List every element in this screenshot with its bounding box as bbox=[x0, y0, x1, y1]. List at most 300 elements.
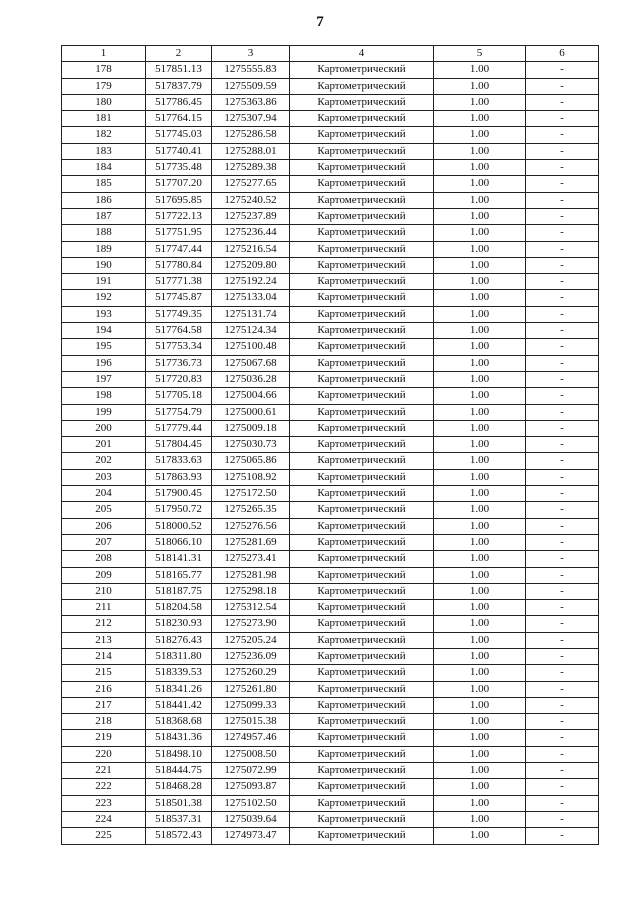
accuracy-cell: 1.00 bbox=[434, 828, 526, 844]
point-number-cell: 205 bbox=[62, 502, 146, 518]
x-coordinate-cell: 517950.72 bbox=[146, 502, 212, 518]
table-row bbox=[62, 632, 599, 648]
point-number-cell: 222 bbox=[62, 779, 146, 795]
x-coordinate-cell: 517753.34 bbox=[146, 339, 212, 355]
method-cell: Картометрический bbox=[290, 355, 434, 371]
note-cell: - bbox=[526, 111, 599, 127]
point-number-cell: 190 bbox=[62, 257, 146, 273]
y-coordinate-cell: 1275276.56 bbox=[212, 518, 290, 534]
note-cell: - bbox=[526, 388, 599, 404]
table-row bbox=[62, 143, 599, 159]
x-coordinate-cell: 517749.35 bbox=[146, 306, 212, 322]
accuracy-cell: 1.00 bbox=[434, 241, 526, 257]
x-coordinate-cell: 517736.73 bbox=[146, 355, 212, 371]
note-cell: - bbox=[526, 306, 599, 322]
point-number-cell: 188 bbox=[62, 225, 146, 241]
y-coordinate-cell: 1275036.28 bbox=[212, 371, 290, 387]
method-cell: Картометрический bbox=[290, 160, 434, 176]
y-coordinate-cell: 1275102.50 bbox=[212, 795, 290, 811]
accuracy-cell: 1.00 bbox=[434, 665, 526, 681]
accuracy-cell: 1.00 bbox=[434, 697, 526, 713]
point-number-cell: 194 bbox=[62, 323, 146, 339]
method-cell: Картометрический bbox=[290, 534, 434, 550]
point-number-cell: 199 bbox=[62, 404, 146, 420]
point-number-cell: 212 bbox=[62, 616, 146, 632]
accuracy-cell: 1.00 bbox=[434, 453, 526, 469]
note-cell: - bbox=[526, 616, 599, 632]
x-coordinate-cell: 518468.28 bbox=[146, 779, 212, 795]
x-coordinate-cell: 517735.48 bbox=[146, 160, 212, 176]
point-number-cell: 215 bbox=[62, 665, 146, 681]
x-coordinate-cell: 518066.10 bbox=[146, 534, 212, 550]
accuracy-cell: 1.00 bbox=[434, 388, 526, 404]
point-number-cell: 207 bbox=[62, 534, 146, 550]
x-coordinate-cell: 518000.52 bbox=[146, 518, 212, 534]
note-cell: - bbox=[526, 420, 599, 436]
table-row bbox=[62, 371, 599, 387]
x-coordinate-cell: 518498.10 bbox=[146, 746, 212, 762]
accuracy-cell: 1.00 bbox=[434, 469, 526, 485]
point-number-cell: 189 bbox=[62, 241, 146, 257]
table-row bbox=[62, 730, 599, 746]
y-coordinate-cell: 1275363.86 bbox=[212, 94, 290, 110]
note-cell: - bbox=[526, 339, 599, 355]
column-header: 4 bbox=[290, 46, 434, 62]
x-coordinate-cell: 517754.79 bbox=[146, 404, 212, 420]
accuracy-cell: 1.00 bbox=[434, 551, 526, 567]
point-number-cell: 220 bbox=[62, 746, 146, 762]
method-cell: Картометрический bbox=[290, 62, 434, 78]
point-number-cell: 195 bbox=[62, 339, 146, 355]
table-row bbox=[62, 388, 599, 404]
note-cell: - bbox=[526, 551, 599, 567]
note-cell: - bbox=[526, 274, 599, 290]
y-coordinate-cell: 1275004.66 bbox=[212, 388, 290, 404]
x-coordinate-cell: 517705.18 bbox=[146, 388, 212, 404]
table-row bbox=[62, 453, 599, 469]
y-coordinate-cell: 1275236.09 bbox=[212, 648, 290, 664]
table-row bbox=[62, 208, 599, 224]
y-coordinate-cell: 1274957.46 bbox=[212, 730, 290, 746]
point-number-cell: 224 bbox=[62, 811, 146, 827]
table-row bbox=[62, 746, 599, 762]
table-row bbox=[62, 697, 599, 713]
note-cell: - bbox=[526, 257, 599, 273]
note-cell: - bbox=[526, 192, 599, 208]
table-row bbox=[62, 111, 599, 127]
accuracy-cell: 1.00 bbox=[434, 746, 526, 762]
x-coordinate-cell: 518537.31 bbox=[146, 811, 212, 827]
accuracy-cell: 1.00 bbox=[434, 420, 526, 436]
table-row bbox=[62, 616, 599, 632]
method-cell: Картометрический bbox=[290, 306, 434, 322]
table-row bbox=[62, 192, 599, 208]
accuracy-cell: 1.00 bbox=[434, 518, 526, 534]
accuracy-cell: 1.00 bbox=[434, 648, 526, 664]
note-cell: - bbox=[526, 763, 599, 779]
table-row bbox=[62, 518, 599, 534]
table-row bbox=[62, 290, 599, 306]
x-coordinate-cell: 518341.26 bbox=[146, 681, 212, 697]
method-cell: Картометрический bbox=[290, 290, 434, 306]
x-coordinate-cell: 518368.68 bbox=[146, 714, 212, 730]
point-number-cell: 193 bbox=[62, 306, 146, 322]
accuracy-cell: 1.00 bbox=[434, 502, 526, 518]
accuracy-cell: 1.00 bbox=[434, 78, 526, 94]
accuracy-cell: 1.00 bbox=[434, 339, 526, 355]
point-number-cell: 198 bbox=[62, 388, 146, 404]
y-coordinate-cell: 1275015.38 bbox=[212, 714, 290, 730]
y-coordinate-cell: 1275108.92 bbox=[212, 469, 290, 485]
y-coordinate-cell: 1275072.99 bbox=[212, 763, 290, 779]
point-number-cell: 216 bbox=[62, 681, 146, 697]
point-number-cell: 179 bbox=[62, 78, 146, 94]
method-cell: Картометрический bbox=[290, 323, 434, 339]
point-number-cell: 221 bbox=[62, 763, 146, 779]
note-cell: - bbox=[526, 714, 599, 730]
table-row bbox=[62, 469, 599, 485]
table-row bbox=[62, 665, 599, 681]
table-row bbox=[62, 127, 599, 143]
method-cell: Картометрический bbox=[290, 420, 434, 436]
x-coordinate-cell: 517745.03 bbox=[146, 127, 212, 143]
y-coordinate-cell: 1275009.18 bbox=[212, 420, 290, 436]
accuracy-cell: 1.00 bbox=[434, 714, 526, 730]
method-cell: Картометрический bbox=[290, 665, 434, 681]
x-coordinate-cell: 517747.44 bbox=[146, 241, 212, 257]
table-row bbox=[62, 355, 599, 371]
y-coordinate-cell: 1275008.50 bbox=[212, 746, 290, 762]
accuracy-cell: 1.00 bbox=[434, 600, 526, 616]
y-coordinate-cell: 1275236.44 bbox=[212, 225, 290, 241]
accuracy-cell: 1.00 bbox=[434, 143, 526, 159]
point-number-cell: 203 bbox=[62, 469, 146, 485]
x-coordinate-cell: 517863.93 bbox=[146, 469, 212, 485]
note-cell: - bbox=[526, 600, 599, 616]
table-row bbox=[62, 583, 599, 599]
method-cell: Картометрический bbox=[290, 176, 434, 192]
x-coordinate-cell: 517779.44 bbox=[146, 420, 212, 436]
column-header: 3 bbox=[212, 46, 290, 62]
table-row bbox=[62, 502, 599, 518]
accuracy-cell: 1.00 bbox=[434, 257, 526, 273]
point-number-cell: 181 bbox=[62, 111, 146, 127]
point-number-cell: 186 bbox=[62, 192, 146, 208]
note-cell: - bbox=[526, 241, 599, 257]
accuracy-cell: 1.00 bbox=[434, 323, 526, 339]
method-cell: Картометрический bbox=[290, 811, 434, 827]
table-row bbox=[62, 811, 599, 827]
note-cell: - bbox=[526, 502, 599, 518]
table-row bbox=[62, 176, 599, 192]
point-number-cell: 208 bbox=[62, 551, 146, 567]
y-coordinate-cell: 1275273.90 bbox=[212, 616, 290, 632]
x-coordinate-cell: 518204.58 bbox=[146, 600, 212, 616]
method-cell: Картометрический bbox=[290, 632, 434, 648]
point-number-cell: 214 bbox=[62, 648, 146, 664]
method-cell: Картометрический bbox=[290, 779, 434, 795]
method-cell: Картометрический bbox=[290, 795, 434, 811]
x-coordinate-cell: 518187.75 bbox=[146, 583, 212, 599]
table-row bbox=[62, 795, 599, 811]
table-row bbox=[62, 306, 599, 322]
note-cell: - bbox=[526, 697, 599, 713]
method-cell: Картометрический bbox=[290, 437, 434, 453]
note-cell: - bbox=[526, 143, 599, 159]
method-cell: Картометрический bbox=[290, 111, 434, 127]
x-coordinate-cell: 517837.79 bbox=[146, 78, 212, 94]
point-number-cell: 218 bbox=[62, 714, 146, 730]
method-cell: Картометрический bbox=[290, 502, 434, 518]
x-coordinate-cell: 518165.77 bbox=[146, 567, 212, 583]
method-cell: Картометрический bbox=[290, 681, 434, 697]
accuracy-cell: 1.00 bbox=[434, 355, 526, 371]
method-cell: Картометрический bbox=[290, 730, 434, 746]
accuracy-cell: 1.00 bbox=[434, 127, 526, 143]
note-cell: - bbox=[526, 78, 599, 94]
point-number-cell: 183 bbox=[62, 143, 146, 159]
y-coordinate-cell: 1275286.58 bbox=[212, 127, 290, 143]
table-row bbox=[62, 600, 599, 616]
x-coordinate-cell: 518339.53 bbox=[146, 665, 212, 681]
x-coordinate-cell: 517707.20 bbox=[146, 176, 212, 192]
accuracy-cell: 1.00 bbox=[434, 94, 526, 110]
note-cell: - bbox=[526, 632, 599, 648]
method-cell: Картометрический bbox=[290, 453, 434, 469]
point-number-cell: 225 bbox=[62, 828, 146, 844]
method-cell: Картометрический bbox=[290, 746, 434, 762]
table-row bbox=[62, 534, 599, 550]
y-coordinate-cell: 1275000.61 bbox=[212, 404, 290, 420]
x-coordinate-cell: 517740.41 bbox=[146, 143, 212, 159]
note-cell: - bbox=[526, 127, 599, 143]
accuracy-cell: 1.00 bbox=[434, 371, 526, 387]
x-coordinate-cell: 518276.43 bbox=[146, 632, 212, 648]
accuracy-cell: 1.00 bbox=[434, 208, 526, 224]
y-coordinate-cell: 1275099.33 bbox=[212, 697, 290, 713]
note-cell: - bbox=[526, 779, 599, 795]
point-number-cell: 180 bbox=[62, 94, 146, 110]
page-number: 7 bbox=[316, 14, 324, 30]
note-cell: - bbox=[526, 828, 599, 844]
point-number-cell: 219 bbox=[62, 730, 146, 746]
note-cell: - bbox=[526, 371, 599, 387]
x-coordinate-cell: 517851.13 bbox=[146, 62, 212, 78]
note-cell: - bbox=[526, 62, 599, 78]
method-cell: Картометрический bbox=[290, 388, 434, 404]
note-cell: - bbox=[526, 225, 599, 241]
y-coordinate-cell: 1275133.04 bbox=[212, 290, 290, 306]
x-coordinate-cell: 517695.85 bbox=[146, 192, 212, 208]
method-cell: Картометрический bbox=[290, 339, 434, 355]
note-cell: - bbox=[526, 730, 599, 746]
point-number-cell: 191 bbox=[62, 274, 146, 290]
table-row bbox=[62, 551, 599, 567]
note-cell: - bbox=[526, 290, 599, 306]
x-coordinate-cell: 518572.43 bbox=[146, 828, 212, 844]
y-coordinate-cell: 1275273.41 bbox=[212, 551, 290, 567]
accuracy-cell: 1.00 bbox=[434, 534, 526, 550]
accuracy-cell: 1.00 bbox=[434, 486, 526, 502]
y-coordinate-cell: 1275555.83 bbox=[212, 62, 290, 78]
x-coordinate-cell: 517900.45 bbox=[146, 486, 212, 502]
y-coordinate-cell: 1275131.74 bbox=[212, 306, 290, 322]
coordinates-table bbox=[61, 45, 599, 845]
point-number-cell: 210 bbox=[62, 583, 146, 599]
table-row bbox=[62, 78, 599, 94]
method-cell: Картометрический bbox=[290, 94, 434, 110]
y-coordinate-cell: 1275093.87 bbox=[212, 779, 290, 795]
accuracy-cell: 1.00 bbox=[434, 176, 526, 192]
column-header: 2 bbox=[146, 46, 212, 62]
point-number-cell: 209 bbox=[62, 567, 146, 583]
note-cell: - bbox=[526, 648, 599, 664]
note-cell: - bbox=[526, 355, 599, 371]
method-cell: Картометрический bbox=[290, 192, 434, 208]
accuracy-cell: 1.00 bbox=[434, 567, 526, 583]
y-coordinate-cell: 1275124.34 bbox=[212, 323, 290, 339]
y-coordinate-cell: 1275265.35 bbox=[212, 502, 290, 518]
y-coordinate-cell: 1275277.65 bbox=[212, 176, 290, 192]
x-coordinate-cell: 517751.95 bbox=[146, 225, 212, 241]
y-coordinate-cell: 1275260.29 bbox=[212, 665, 290, 681]
y-coordinate-cell: 1275509.59 bbox=[212, 78, 290, 94]
note-cell: - bbox=[526, 811, 599, 827]
accuracy-cell: 1.00 bbox=[434, 583, 526, 599]
note-cell: - bbox=[526, 453, 599, 469]
accuracy-cell: 1.00 bbox=[434, 62, 526, 78]
y-coordinate-cell: 1275307.94 bbox=[212, 111, 290, 127]
method-cell: Картометрический bbox=[290, 78, 434, 94]
note-cell: - bbox=[526, 746, 599, 762]
point-number-cell: 206 bbox=[62, 518, 146, 534]
note-cell: - bbox=[526, 94, 599, 110]
point-number-cell: 197 bbox=[62, 371, 146, 387]
y-coordinate-cell: 1275067.68 bbox=[212, 355, 290, 371]
table-row bbox=[62, 323, 599, 339]
table-row bbox=[62, 160, 599, 176]
note-cell: - bbox=[526, 518, 599, 534]
x-coordinate-cell: 518230.93 bbox=[146, 616, 212, 632]
table-row bbox=[62, 339, 599, 355]
note-cell: - bbox=[526, 160, 599, 176]
point-number-cell: 223 bbox=[62, 795, 146, 811]
x-coordinate-cell: 518441.42 bbox=[146, 697, 212, 713]
y-coordinate-cell: 1275100.48 bbox=[212, 339, 290, 355]
y-coordinate-cell: 1275240.52 bbox=[212, 192, 290, 208]
note-cell: - bbox=[526, 404, 599, 420]
method-cell: Картометрический bbox=[290, 600, 434, 616]
accuracy-cell: 1.00 bbox=[434, 306, 526, 322]
method-cell: Картометрический bbox=[290, 648, 434, 664]
y-coordinate-cell: 1274973.47 bbox=[212, 828, 290, 844]
point-number-cell: 217 bbox=[62, 697, 146, 713]
point-number-cell: 185 bbox=[62, 176, 146, 192]
accuracy-cell: 1.00 bbox=[434, 274, 526, 290]
x-coordinate-cell: 518311.80 bbox=[146, 648, 212, 664]
point-number-cell: 184 bbox=[62, 160, 146, 176]
y-coordinate-cell: 1275288.01 bbox=[212, 143, 290, 159]
table-row bbox=[62, 486, 599, 502]
x-coordinate-cell: 518501.38 bbox=[146, 795, 212, 811]
table-row bbox=[62, 437, 599, 453]
method-cell: Картометрический bbox=[290, 225, 434, 241]
accuracy-cell: 1.00 bbox=[434, 225, 526, 241]
x-coordinate-cell: 517780.84 bbox=[146, 257, 212, 273]
y-coordinate-cell: 1275281.98 bbox=[212, 567, 290, 583]
note-cell: - bbox=[526, 795, 599, 811]
accuracy-cell: 1.00 bbox=[434, 681, 526, 697]
note-cell: - bbox=[526, 176, 599, 192]
table-row bbox=[62, 648, 599, 664]
point-number-cell: 201 bbox=[62, 437, 146, 453]
note-cell: - bbox=[526, 583, 599, 599]
y-coordinate-cell: 1275192.24 bbox=[212, 274, 290, 290]
method-cell: Картометрический bbox=[290, 469, 434, 485]
x-coordinate-cell: 517771.38 bbox=[146, 274, 212, 290]
accuracy-cell: 1.00 bbox=[434, 437, 526, 453]
y-coordinate-cell: 1275237.89 bbox=[212, 208, 290, 224]
x-coordinate-cell: 517804.45 bbox=[146, 437, 212, 453]
accuracy-cell: 1.00 bbox=[434, 730, 526, 746]
accuracy-cell: 1.00 bbox=[434, 111, 526, 127]
table-row bbox=[62, 714, 599, 730]
accuracy-cell: 1.00 bbox=[434, 763, 526, 779]
method-cell: Картометрический bbox=[290, 551, 434, 567]
accuracy-cell: 1.00 bbox=[434, 795, 526, 811]
table-row bbox=[62, 404, 599, 420]
table-body bbox=[62, 62, 599, 844]
note-cell: - bbox=[526, 486, 599, 502]
accuracy-cell: 1.00 bbox=[434, 290, 526, 306]
method-cell: Картометрический bbox=[290, 714, 434, 730]
table-row bbox=[62, 828, 599, 844]
method-cell: Картометрический bbox=[290, 616, 434, 632]
accuracy-cell: 1.00 bbox=[434, 779, 526, 795]
table-row bbox=[62, 567, 599, 583]
accuracy-cell: 1.00 bbox=[434, 404, 526, 420]
y-coordinate-cell: 1275065.86 bbox=[212, 453, 290, 469]
column-header: 1 bbox=[62, 46, 146, 62]
y-coordinate-cell: 1275281.69 bbox=[212, 534, 290, 550]
x-coordinate-cell: 518141.31 bbox=[146, 551, 212, 567]
note-cell: - bbox=[526, 534, 599, 550]
y-coordinate-cell: 1275289.38 bbox=[212, 160, 290, 176]
x-coordinate-cell: 517786.45 bbox=[146, 94, 212, 110]
note-cell: - bbox=[526, 681, 599, 697]
y-coordinate-cell: 1275030.73 bbox=[212, 437, 290, 453]
y-coordinate-cell: 1275039.64 bbox=[212, 811, 290, 827]
note-cell: - bbox=[526, 323, 599, 339]
point-number-cell: 213 bbox=[62, 632, 146, 648]
note-cell: - bbox=[526, 665, 599, 681]
y-coordinate-cell: 1275205.24 bbox=[212, 632, 290, 648]
method-cell: Картометрический bbox=[290, 241, 434, 257]
point-number-cell: 178 bbox=[62, 62, 146, 78]
method-cell: Картометрический bbox=[290, 567, 434, 583]
table-row bbox=[62, 257, 599, 273]
point-number-cell: 187 bbox=[62, 208, 146, 224]
point-number-cell: 204 bbox=[62, 486, 146, 502]
point-number-cell: 196 bbox=[62, 355, 146, 371]
note-cell: - bbox=[526, 437, 599, 453]
y-coordinate-cell: 1275261.80 bbox=[212, 681, 290, 697]
accuracy-cell: 1.00 bbox=[434, 616, 526, 632]
table-row bbox=[62, 420, 599, 436]
x-coordinate-cell: 517720.83 bbox=[146, 371, 212, 387]
method-cell: Картометрический bbox=[290, 274, 434, 290]
column-header: 6 bbox=[526, 46, 599, 62]
